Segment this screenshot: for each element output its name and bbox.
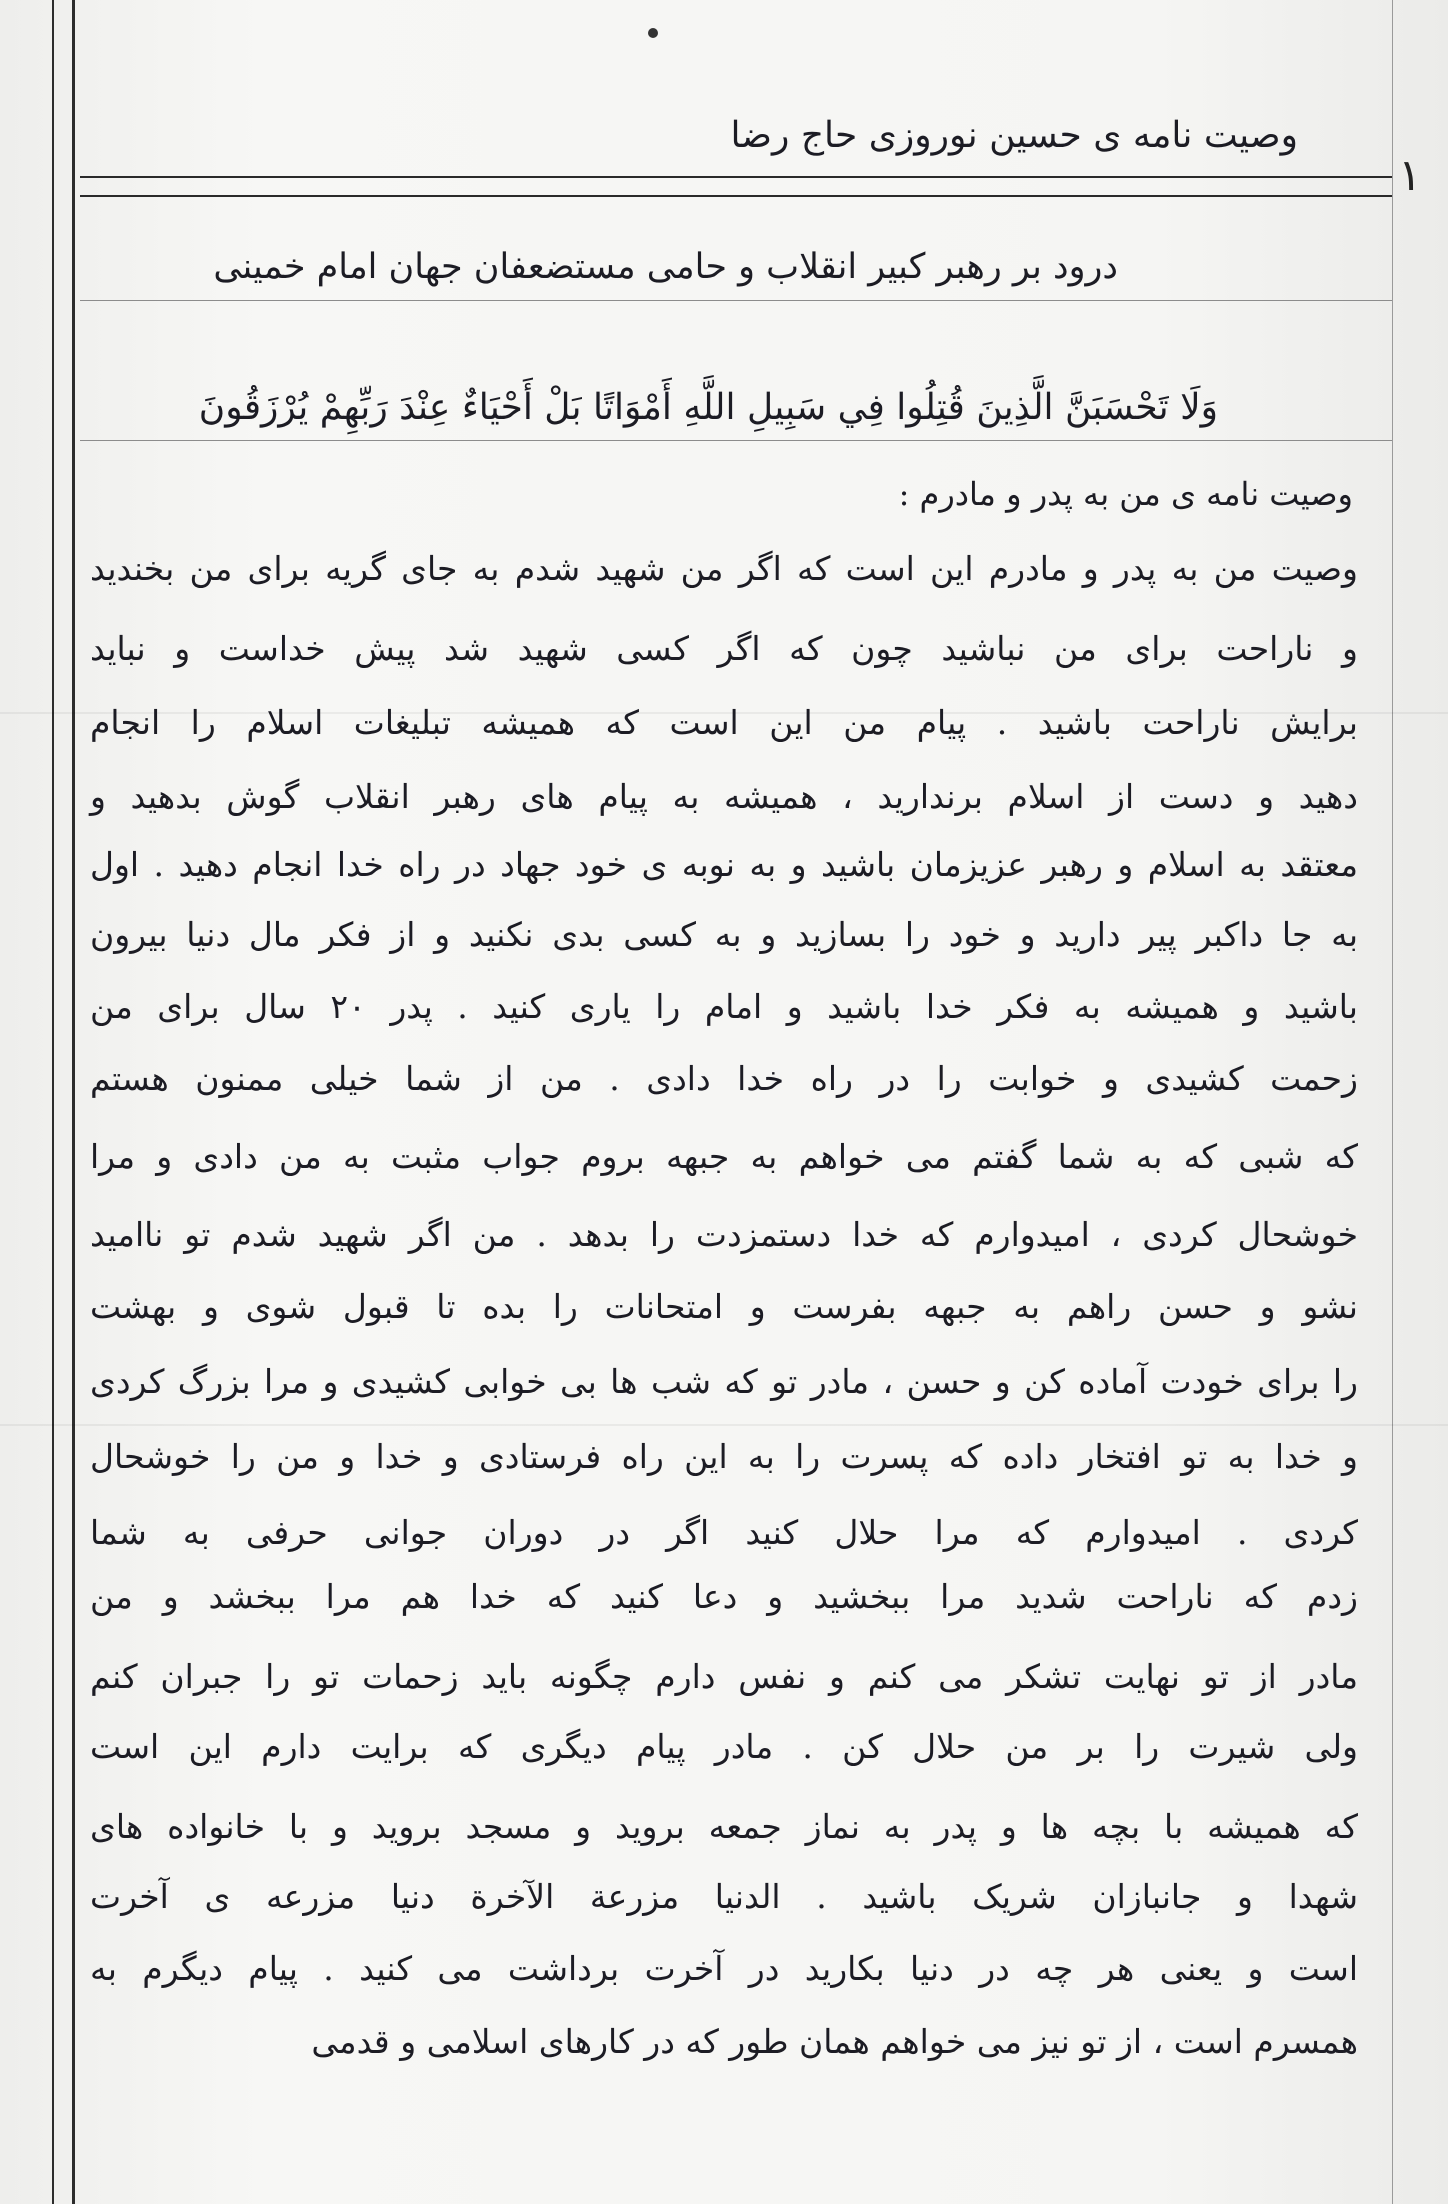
text-line: که همیشه با بچه ها و پدر به نماز جمعه بروید و مسجد بروید و با خانواده های (90, 1807, 1358, 1846)
margin-line-right (1392, 0, 1393, 2204)
text-line: به جا داکبر پیر دارید و خود را بسازید و به کسی بدی نکنید و از فکر مال دنیا بیرون (90, 915, 1358, 954)
text-line: مادر از تو نهایت تشکر می کنم و نفس دارم چگونه باید زحمات تو را جبران کنم (90, 1657, 1358, 1696)
ruled-line (80, 440, 1392, 441)
text-line: را برای خودت آماده کن و حسن ، مادر تو که شب ها بی خوابی کشیدی و مرا بزرگ کردی (90, 1362, 1358, 1401)
ruled-line (80, 195, 1392, 197)
text-line: همسرم است ، از تو نیز می خواهم همان طور که در کارهای اسلامی و قدمی (311, 2022, 1358, 2061)
text-line: کردی . امیدوارم که مرا حلال کنید اگر در دوران جوانی حرفی به شما (90, 1513, 1358, 1552)
text-line: ولی شیرت را بر من حلال کن . مادر پیام دیگری که برایت دارم این است (90, 1727, 1358, 1766)
text-line: وصیت من به پدر و مادرم این است که اگر من شهید شدم به جای گریه برای من بخندید (90, 549, 1358, 588)
quran-verse: وَلَا تَحْسَبَنَّ الَّذِينَ قُتِلُوا فِي سَبِيلِ اللَّهِ أَمْوَاتًا بَلْ أَحْيَاءٌ عِنْدَ رَبِّهِمْ يُرْزَقُونَ (198, 387, 1218, 428)
text-line: باشید و همیشه به فکر خدا باشید و امام را یاری کنید . پدر ۲۰ سال برای من (90, 987, 1358, 1026)
ruled-line (80, 176, 1392, 178)
text-line: برایش ناراحت باشید . پیام من این است که همیشه تبلیغات اسلام را انجام (90, 703, 1358, 742)
text-line: زدم که ناراحت شدید مرا ببخشید و دعا کنید که خدا هم مرا ببخشد و من (90, 1577, 1358, 1616)
ink-dot (648, 28, 658, 38)
margin-line-inner (72, 0, 75, 2204)
text-line: و خدا به تو افتخار داده که پسرت را به این راه فرستادی و خدا و من را خوشحال (90, 1437, 1358, 1476)
page-number: ۱ (1398, 150, 1422, 201)
margin-line-outer (52, 0, 54, 2204)
text-line: است و یعنی هر چه در دنیا بکارید در آخرت برداشت می کنید . پیام دیگرم به (90, 1949, 1358, 1988)
text-line: شهدا و جانبازان شریک باشید . الدنیا مزرعة الآخرة دنیا مزرعه ی آخرت (90, 1877, 1358, 1916)
text-line: دهید و دست از اسلام برندارید ، همیشه به پیام های رهبر انقلاب گوش بدهید و (90, 777, 1358, 816)
text-line: و ناراحت برای من نباشید چون که اگر کسی شهید شد پیش خداست و نباید (90, 629, 1358, 668)
fold-crease (0, 1424, 1448, 1426)
section-heading: وصیت نامه ی من به پدر و مادرم : (898, 475, 1353, 513)
text-line: نشو و حسن راهم به جبهه بفرست و امتحانات را بده تا قبول شوی و بهشت (90, 1287, 1358, 1326)
dedication-line: درود بر رهبر کبیر انقلاب و حامی مستضعفان جهان امام خمینی (213, 247, 1118, 287)
text-line: زحمت کشیدی و خوابت را در راه خدا دادی . من از شما خیلی ممنون هستم (90, 1059, 1358, 1098)
text-line: معتقد به اسلام و رهبر عزیزمان باشید و به نوبه ی خود جهاد در راه خدا انجام دهید . اول (90, 845, 1358, 884)
text-line: خوشحال کردی ، امیدوارم که خدا دستمزدت را بدهد . من اگر شهید شدم تو ناامید (90, 1215, 1358, 1254)
text-line: که شبی که به شما گفتم می خواهم به جبهه بروم جواب مثبت به من دادی و مرا (90, 1137, 1358, 1176)
letter-title: وصیت نامه ی حسین نوروزی حاج رضا (730, 115, 1298, 156)
ruled-line (80, 300, 1392, 301)
